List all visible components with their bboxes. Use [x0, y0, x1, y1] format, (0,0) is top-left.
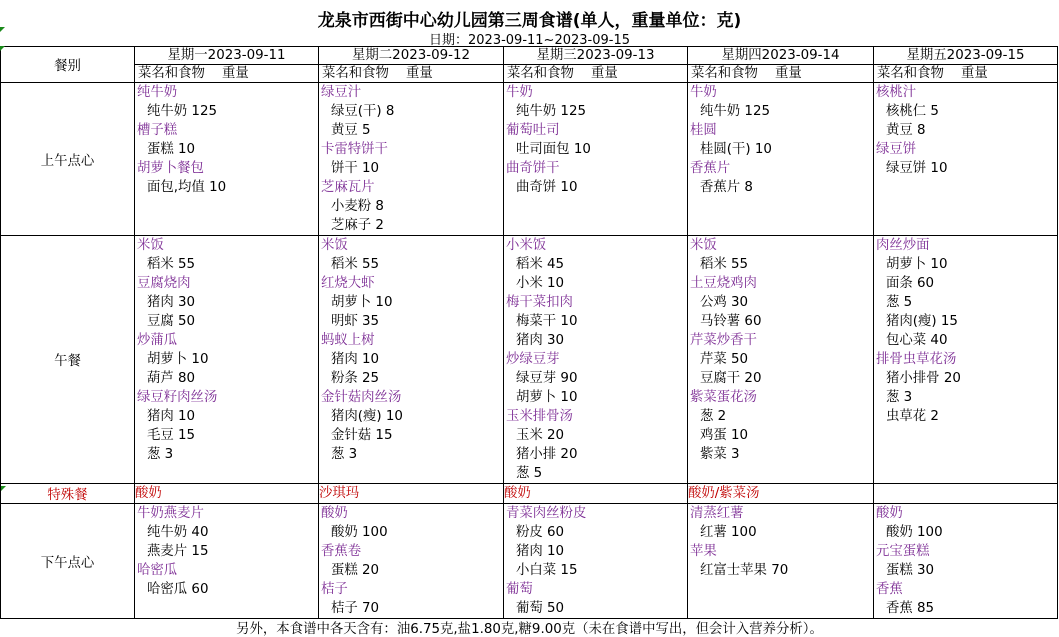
dish-name: 土豆烧鸡肉 [690, 276, 757, 291]
ingredient-line: 稻米 55 [331, 257, 380, 272]
cell-lunch-wed [504, 236, 688, 484]
dish-name: 蚂蚁上树 [321, 333, 375, 348]
dish-name: 葡萄吐司 [506, 123, 560, 138]
dish-name: 酸奶 [321, 506, 348, 521]
ingredient-line: 纯牛奶 125 [516, 104, 586, 119]
ingredient-line: 绿豆(干) 8 [331, 104, 395, 119]
ingredient-line: 葱 3 [886, 390, 913, 405]
dish-name: 哈密瓜 [137, 563, 178, 578]
special-wed: 酸奶 [504, 484, 688, 504]
ingredient-line: 蛋糕 30 [886, 563, 935, 578]
ingredient-line: 毛豆 15 [147, 428, 196, 443]
day-header-mon: 星期一2023-09-11 [135, 47, 319, 65]
dish-name: 米饭 [690, 238, 717, 253]
ingredient-line: 纯牛奶 125 [700, 104, 770, 119]
dish-name: 紫菜蛋花汤 [690, 390, 757, 405]
ingredient-line: 黄豆 8 [886, 123, 926, 138]
cell-marker-icon [0, 27, 5, 32]
ingredient-line: 豆腐干 20 [700, 371, 762, 386]
dish-name: 金针菇肉丝汤 [321, 390, 402, 405]
cell-marker-icon [0, 46, 5, 51]
dish-name: 槽子糕 [137, 123, 178, 138]
ingredient-line: 哈密瓜 60 [147, 582, 209, 597]
dish-name: 牛奶燕麦片 [137, 506, 204, 521]
cell-afternoon-mon [135, 504, 319, 619]
cell-lunch-mon [135, 236, 319, 484]
ingredient-line: 葡萄 50 [516, 601, 565, 616]
cell-afternoon-wed [504, 504, 688, 619]
dish-name: 梅干菜扣肉 [506, 295, 573, 310]
ingredient-line: 猪肉 10 [331, 352, 380, 367]
dish-name: 米饭 [137, 238, 164, 253]
cell-morning-fri [874, 83, 1058, 236]
ingredient-line: 玉米 20 [516, 428, 565, 443]
ingredient-line: 曲奇饼 10 [516, 180, 578, 195]
cell-morning-tue [319, 83, 504, 236]
ingredient-line: 饼干 10 [331, 161, 380, 176]
ingredient-line: 马铃薯 60 [700, 314, 762, 329]
dish-name: 桂圆 [690, 123, 717, 138]
dish-name: 牛奶 [506, 85, 533, 100]
ingredient-line: 面条 60 [886, 276, 935, 291]
date-range: 日期：2023-09-11~2023-09-15 [429, 33, 630, 48]
ingredient-line: 猪肉(瘦) 15 [886, 314, 958, 329]
cell-morning-wed [504, 83, 688, 236]
dish-name: 胡萝卜餐包 [137, 161, 204, 176]
special-thu: 酸奶/紫菜汤 [688, 484, 874, 504]
ingredient-line: 猪小排 20 [516, 447, 578, 462]
ingredient-line: 猪小排骨 20 [886, 371, 961, 386]
cell-afternoon-fri [874, 504, 1058, 619]
ingredient-line: 公鸡 30 [700, 295, 749, 310]
cell-lunch-tue [319, 236, 504, 484]
page-title: 龙泉市西街中心幼儿园第三周食谱(单人，重量单位：克) [317, 11, 742, 31]
dish-name: 曲奇饼干 [506, 161, 560, 176]
dish-name: 红烧大虾 [321, 276, 375, 291]
dish-name: 核桃汁 [876, 85, 917, 100]
ingredient-line: 葱 3 [331, 447, 358, 462]
dish-name: 香蕉卷 [321, 544, 362, 559]
ingredient-line: 红薯 100 [700, 525, 757, 540]
row-special [1, 484, 1058, 504]
dish-name: 纯牛奶 [137, 85, 178, 100]
header-row-sub [1, 65, 1058, 83]
dish-name: 苹果 [690, 544, 717, 559]
ingredient-line: 绿豆芽 90 [516, 371, 578, 386]
ingredient-line: 鸡蛋 10 [700, 428, 749, 443]
sub-header: 菜名和食物 重量 [319, 65, 504, 83]
ingredient-line: 小麦粉 8 [331, 199, 384, 214]
dish-name: 葡萄 [506, 582, 533, 597]
ingredient-line: 小米 10 [516, 276, 565, 291]
dish-name: 炒绿豆芽 [506, 352, 560, 367]
day-header-fri: 星期五2023-09-15 [874, 47, 1058, 65]
ingredient-line: 虫草花 2 [886, 409, 939, 424]
ingredient-line: 粉皮 60 [516, 525, 565, 540]
dish-name: 炒蒲瓜 [137, 333, 178, 348]
footer-note: 另外，本食谱中各天含有：油6.75克,盐1.80克,糖9.00克（未在食谱中写出，但会计入营养分析）。 [236, 622, 823, 637]
day-header-wed: 星期三2023-09-13 [504, 47, 688, 65]
ingredient-line: 黄豆 5 [331, 123, 371, 138]
ingredient-line: 燕麦片 15 [147, 544, 209, 559]
sub-header: 菜名和食物 重量 [135, 65, 319, 83]
dish-name: 小米饭 [506, 238, 547, 253]
ingredient-line: 蛋糕 10 [147, 142, 196, 157]
ingredient-line: 红富士苹果 70 [700, 563, 789, 578]
ingredient-line: 吐司面包 10 [516, 142, 591, 157]
ingredient-line: 桔子 70 [331, 601, 380, 616]
cell-morning-mon [135, 83, 319, 236]
cell-lunch-thu [688, 236, 874, 484]
dish-name: 香蕉片 [690, 161, 731, 176]
cell-afternoon-tue [319, 504, 504, 619]
meal-label-special: 特殊餐 [1, 484, 135, 504]
ingredient-line: 猪肉 30 [516, 333, 565, 348]
dish-name: 卡雷特饼干 [321, 142, 388, 157]
dish-name: 绿豆籽肉丝汤 [137, 390, 218, 405]
row-morning-snack [1, 83, 1058, 236]
ingredient-line: 葫芦 80 [147, 371, 196, 386]
ingredient-line: 面包,均值 10 [147, 180, 227, 195]
dish-name: 元宝蛋糕 [876, 544, 930, 559]
menu-table [0, 46, 1058, 619]
ingredient-line: 粉条 25 [331, 371, 380, 386]
ingredient-line: 香蕉 85 [886, 601, 935, 616]
ingredient-line: 胡萝卜 10 [331, 295, 393, 310]
dish-name: 芹菜炒香干 [690, 333, 757, 348]
ingredient-line: 金针菇 15 [331, 428, 393, 443]
header-row-days [1, 47, 1058, 65]
special-mon: 酸奶 [135, 484, 319, 504]
dish-name: 绿豆汁 [321, 85, 362, 100]
cell-marker-icon [1, 486, 6, 491]
ingredient-line: 桂圆(干) 10 [700, 142, 772, 157]
dish-name: 米饭 [321, 238, 348, 253]
ingredient-line: 葱 5 [886, 295, 913, 310]
row-lunch [1, 236, 1058, 484]
cell-afternoon-thu [688, 504, 874, 619]
ingredient-line: 稻米 55 [147, 257, 196, 272]
meal-column-header: 餐别 [1, 47, 135, 83]
ingredient-line: 猪肉 10 [147, 409, 196, 424]
ingredient-line: 酸奶 100 [331, 525, 388, 540]
ingredient-line: 猪肉 10 [516, 544, 565, 559]
dish-name: 清蒸红薯 [690, 506, 744, 521]
ingredient-line: 紫菜 3 [700, 447, 740, 462]
dish-name: 绿豆饼 [876, 142, 917, 157]
ingredient-line: 小白菜 15 [516, 563, 578, 578]
ingredient-line: 胡萝卜 10 [516, 390, 578, 405]
dish-name: 玉米排骨汤 [506, 409, 573, 424]
day-header-thu: 星期四2023-09-14 [688, 47, 874, 65]
ingredient-line: 葱 5 [516, 466, 543, 481]
ingredient-line: 包心菜 40 [886, 333, 948, 348]
dish-name: 香蕉 [876, 582, 903, 597]
ingredient-line: 豆腐 50 [147, 314, 196, 329]
dish-name: 肉丝炒面 [876, 238, 930, 253]
dish-name: 牛奶 [690, 85, 717, 100]
cell-lunch-fri [874, 236, 1058, 484]
special-tue: 沙琪玛 [319, 484, 504, 504]
ingredient-line: 香蕉片 8 [700, 180, 753, 195]
ingredient-line: 芝麻子 2 [331, 218, 384, 233]
ingredient-line: 胡萝卜 10 [147, 352, 209, 367]
dish-name: 芝麻瓦片 [321, 180, 375, 195]
sub-header: 菜名和食物 重量 [504, 65, 688, 83]
meal-label-lunch: 午餐 [1, 236, 135, 484]
ingredient-line: 稻米 55 [700, 257, 749, 272]
dish-name: 酸奶 [876, 506, 903, 521]
ingredient-line: 核桃仁 5 [886, 104, 939, 119]
ingredient-line: 酸奶 100 [886, 525, 943, 540]
special-fri [874, 484, 1058, 504]
ingredient-line: 蛋糕 20 [331, 563, 380, 578]
sub-header: 菜名和食物 重量 [874, 65, 1058, 83]
ingredient-line: 胡萝卜 10 [886, 257, 948, 272]
ingredient-line: 猪肉 30 [147, 295, 196, 310]
ingredient-line: 梅菜干 10 [516, 314, 578, 329]
meal-label-morning: 上午点心 [1, 83, 135, 236]
day-header-tue: 星期二2023-09-12 [319, 47, 504, 65]
ingredient-line: 纯牛奶 40 [147, 525, 209, 540]
meal-label-afternoon: 下午点心 [1, 504, 135, 619]
ingredient-line: 稻米 45 [516, 257, 565, 272]
row-afternoon-snack [1, 504, 1058, 619]
ingredient-line: 明虾 35 [331, 314, 380, 329]
cell-morning-thu [688, 83, 874, 236]
dish-name: 青菜肉丝粉皮 [506, 506, 587, 521]
ingredient-line: 芹菜 50 [700, 352, 749, 367]
ingredient-line: 葱 3 [147, 447, 174, 462]
ingredient-line: 纯牛奶 125 [147, 104, 217, 119]
dish-name: 排骨虫草花汤 [876, 352, 957, 367]
dish-name: 桔子 [321, 582, 348, 597]
ingredient-line: 绿豆饼 10 [886, 161, 948, 176]
ingredient-line: 葱 2 [700, 409, 727, 424]
ingredient-line: 猪肉(瘦) 10 [331, 409, 403, 424]
dish-name: 豆腐烧肉 [137, 276, 191, 291]
sub-header: 菜名和食物 重量 [688, 65, 874, 83]
